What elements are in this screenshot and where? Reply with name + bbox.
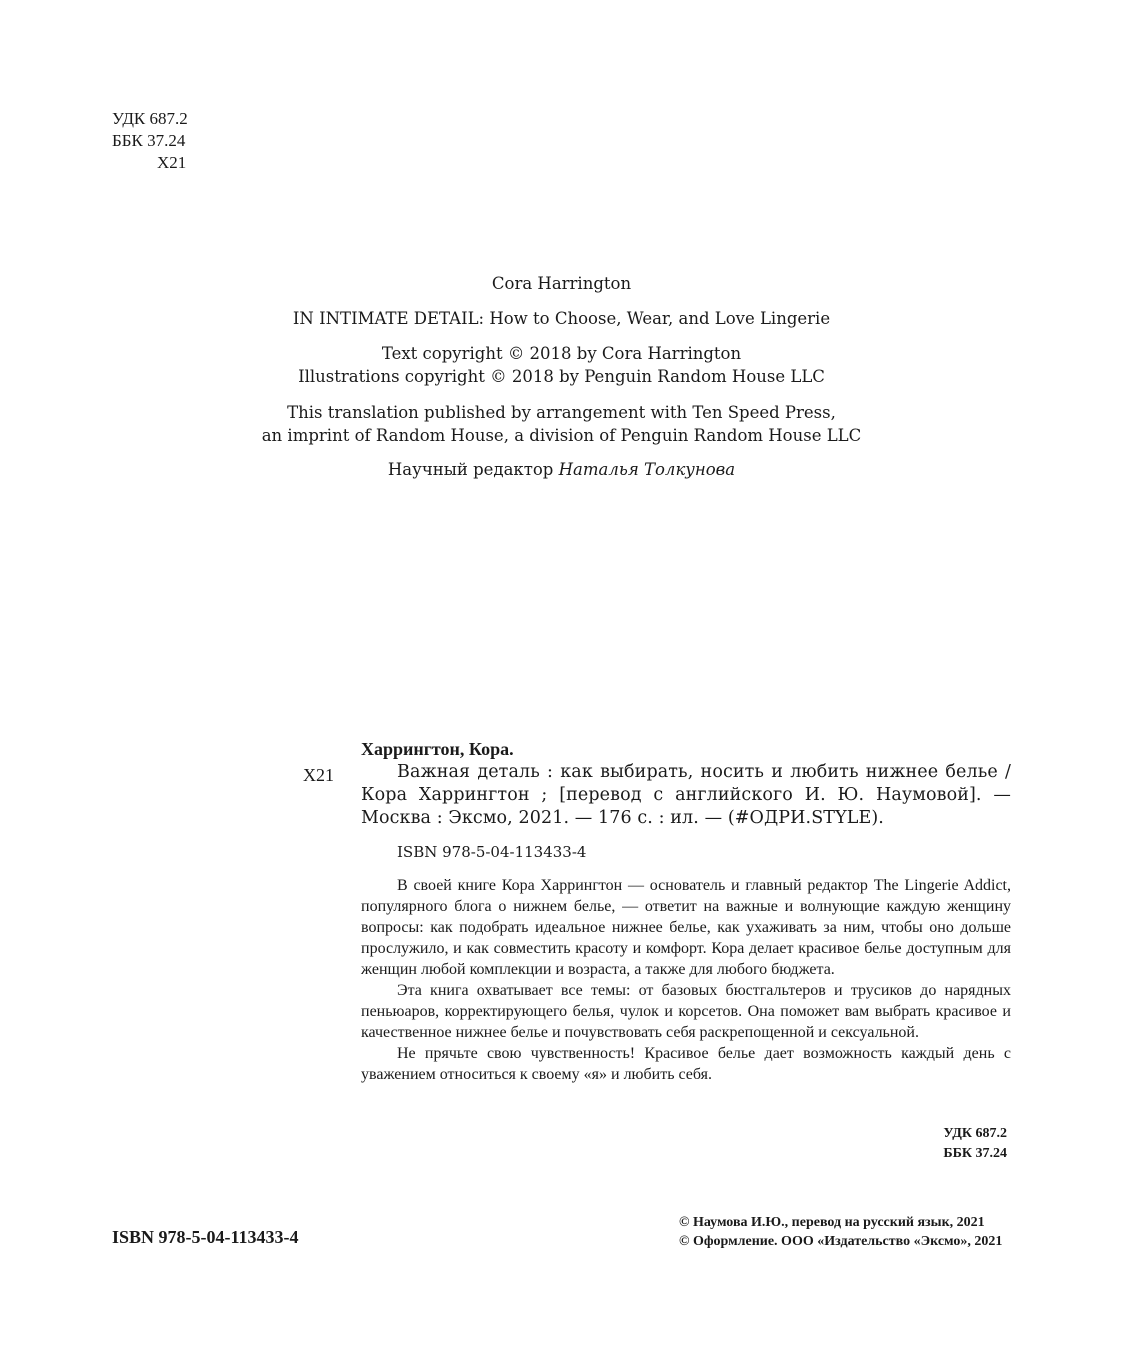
illustrations-copyright: Illustrations copyright © 2018 by Penguin Random House LLC xyxy=(298,367,825,386)
annotation-paragraph-3: Не прячьте свою чувственность! Красивое белье дает возможность каждый день с уважением относиться к своему «я» и любить себя. xyxy=(361,1045,1011,1083)
editor-label: Научный редактор xyxy=(387,460,554,479)
credits-author xyxy=(0,272,1123,295)
author-mark: Х21 xyxy=(157,153,187,172)
footer-classification xyxy=(943,1124,1007,1164)
catalog-description: Важная деталь : как выбирать, носить и любить нижнее белье / Кора Харрингтон ; [перевод с английского И. Ю. Наумовой]. — Москва : Эксмо, 2021. — 176 с. : ил. — (#ОДРИ.STYLE). xyxy=(361,762,1011,828)
annotation xyxy=(361,875,1011,1085)
translation-line-2: an imprint of Random House, a division of Penguin Random House LLC xyxy=(261,426,862,445)
credits-translation xyxy=(0,401,1123,447)
bbk-code: ББК 37.24 xyxy=(112,131,186,150)
classification-codes xyxy=(112,108,188,174)
author-name-en: Cora Harrington xyxy=(491,274,632,293)
editor-name: Наталья Толкунова xyxy=(558,460,736,479)
original-title: IN INTIMATE DETAIL: How to Choose, Wear, and Love Lingerie xyxy=(292,309,831,328)
credits-editor xyxy=(0,458,1123,481)
catalog-heading: Харрингтон, Кора. xyxy=(361,739,514,759)
text-copyright: Text copyright © 2018 by Cora Harrington xyxy=(381,344,742,363)
annotation-paragraph-1: В своей книге Кора Харрингтон — основатель и главный редактор The Lingerie Addict, популярного блога о нижнем белье, — ответит на важные и волнующие каждую женщину вопросы: как подобрать идеальное нижнее белье, как ухаживать за ним, чтобы оно дольше прослужило, и как совместить красоту и комфорт. Кора делает красивое белье доступным для женщин любой комплекции и возраста, а также для любого бюджета. xyxy=(361,877,1011,978)
catalog-isbn: ISBN 978-5-04-113433-4 xyxy=(397,843,587,861)
credits-title xyxy=(0,307,1123,330)
copyright-translation: © Наумова И.Ю., перевод на русский язык, 2021 xyxy=(679,1215,985,1230)
copyright-design: © Оформление. ООО «Издательство «Эксмо», 2021 xyxy=(679,1234,1003,1249)
editor-line xyxy=(0,458,1123,481)
credits-copyrights xyxy=(0,342,1123,388)
footer-bbk: ББК 37.24 xyxy=(943,1146,1007,1161)
udk-code: УДК 687.2 xyxy=(112,109,188,128)
translation-line-1: This translation published by arrangement with Ten Speed Press, xyxy=(287,403,836,422)
catalog-author-mark: Х21 xyxy=(303,765,334,785)
footer-copyrights xyxy=(679,1213,1002,1251)
footer-isbn: ISBN 978-5-04-113433-4 xyxy=(112,1227,299,1247)
footer-udk: УДК 687.2 xyxy=(943,1126,1007,1141)
annotation-paragraph-2: Эта книга охватывает все темы: от базовых бюстгальтеров и трусиков до нарядных пеньюаров, корректирующего белья, чулок и корсетов. Она поможет вам выбрать красивое и качественное нижнее белье и почувствовать себя раскрепощенной и сексуальной. xyxy=(361,982,1011,1041)
